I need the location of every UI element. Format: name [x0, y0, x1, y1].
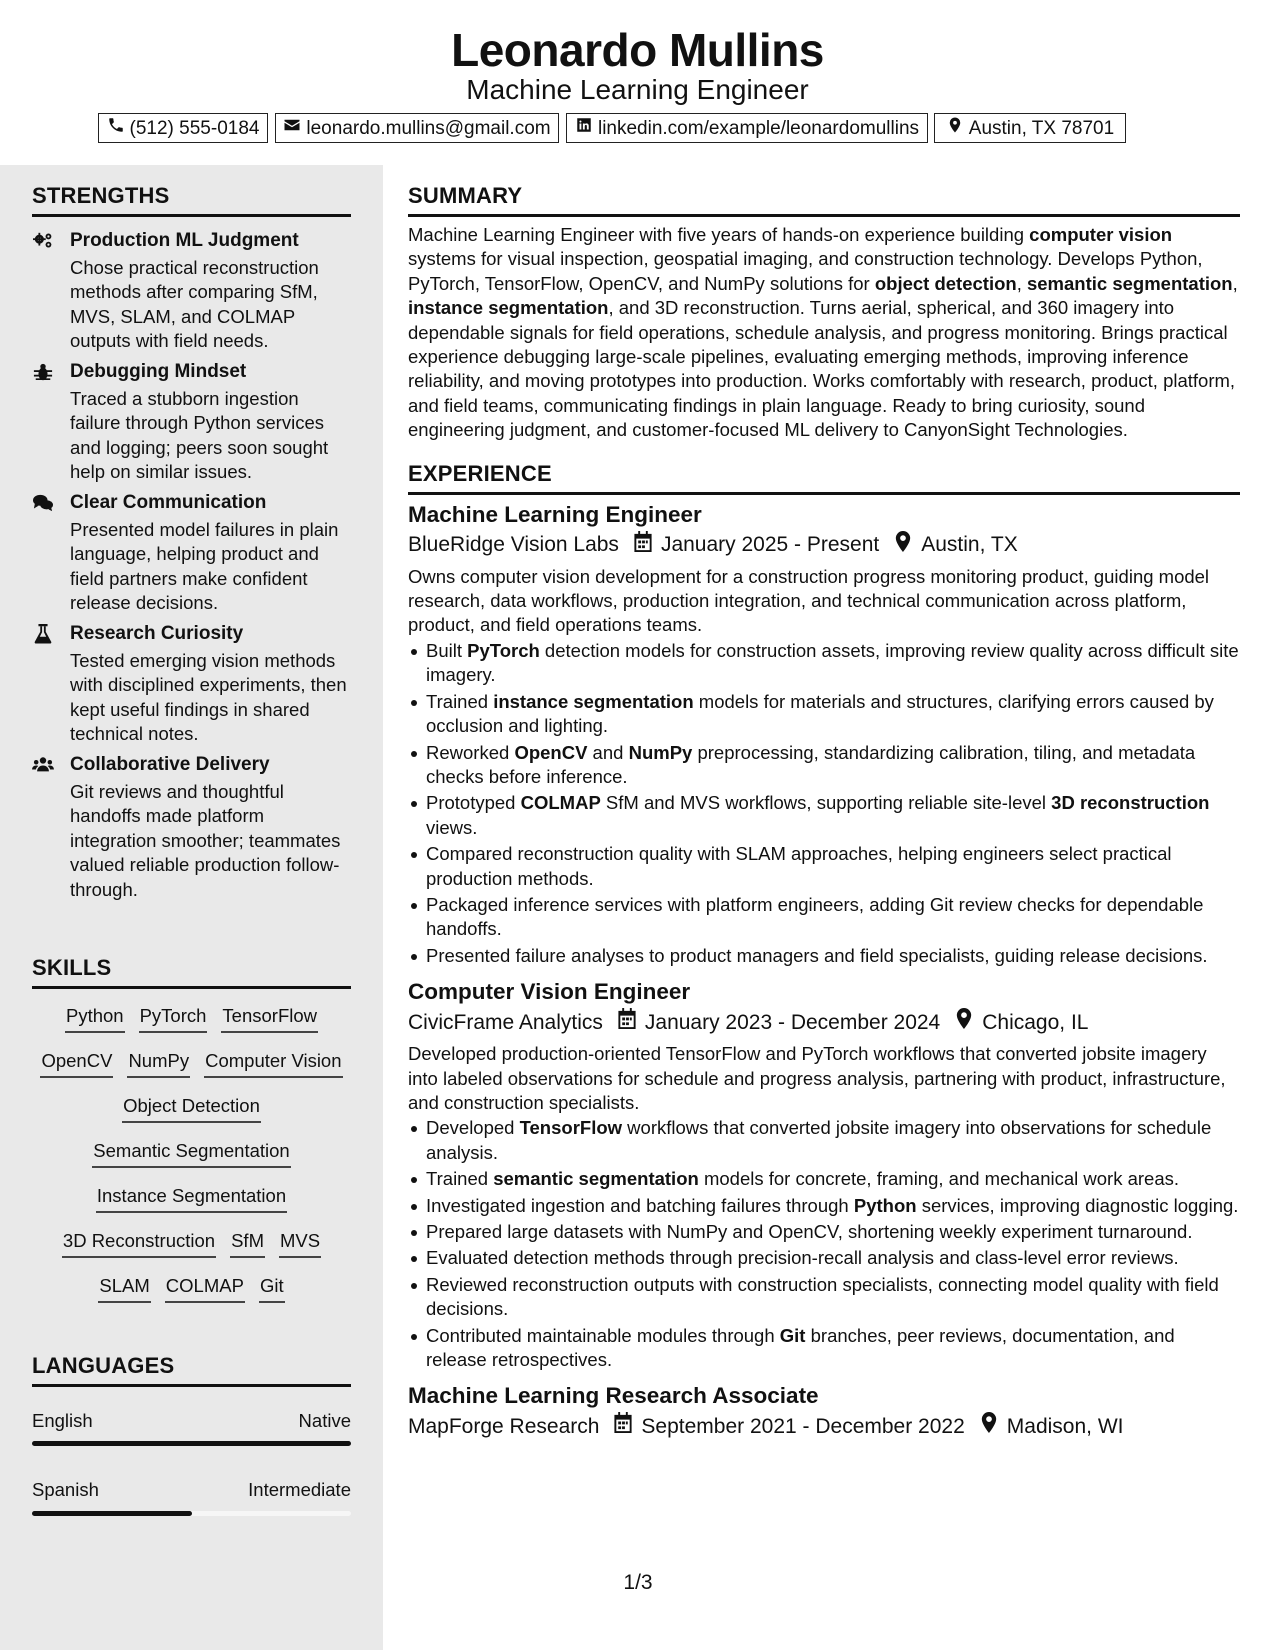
job-description: Owns computer vision development for a construction progress monitoring product, guiding model research, data workflows, production integration, and technical communication across platform, product, and field operations teams.: [408, 565, 1210, 636]
comments-icon: [32, 493, 56, 515]
strength-item: [32, 753, 352, 900]
contact-linkedin-text: linkedin.com/example/leonardomullins: [597, 117, 920, 139]
skill-tag: MVS: [279, 1229, 321, 1258]
skills-row: [32, 1184, 351, 1214]
language-level: Native: [298, 1410, 351, 1431]
job-bullet: Packaged inference services with platform engineers, adding Git review checks for dependable handoffs.: [426, 893, 1240, 942]
contact-linkedin[interactable]: [566, 113, 928, 143]
strength-title: Clear Communication: [70, 492, 267, 513]
phone-icon: [107, 115, 125, 142]
gears-icon: [32, 231, 56, 253]
language-name: English: [32, 1410, 93, 1431]
skills-row: [32, 1139, 351, 1169]
language-level: Intermediate: [248, 1479, 351, 1500]
job-bullet: Reviewed reconstruction outputs with construction specialists, connecting model quality with field decisions.: [426, 1273, 1240, 1322]
languages-heading: LANGUAGES: [32, 1352, 351, 1387]
skill-tag: PyTorch: [139, 1004, 208, 1033]
company-name: MapForge Research: [408, 1414, 600, 1438]
contact-phone[interactable]: [98, 113, 268, 143]
job-bullets: [408, 1116, 1240, 1372]
company-name: BlueRidge Vision Labs: [408, 533, 619, 557]
job-dates: September 2021 - December 2022: [641, 1414, 965, 1438]
job-bullet: Reworked OpenCV and NumPy preprocessing, standardizing calibration, tiling, and metadata checks before inference.: [426, 741, 1240, 790]
map-pin-icon: [879, 531, 921, 560]
skill-tag: SLAM: [98, 1274, 150, 1303]
map-pin-icon: [940, 1008, 982, 1037]
strength-title: Debugging Mindset: [70, 361, 247, 382]
job-bullet: Investigated ingestion and batching failures through Python services, improving diagnostic logging.: [426, 1194, 1240, 1218]
skill-tag: SfM: [230, 1229, 265, 1258]
skill-tag: NumPy: [127, 1049, 190, 1078]
skill-tag: 3D Reconstruction: [62, 1229, 216, 1258]
calendar-icon: [619, 531, 661, 560]
skill-tag: Git: [259, 1274, 285, 1303]
users-icon: [32, 755, 56, 777]
skill-tag: TensorFlow: [221, 1004, 318, 1033]
job-title: Machine Learning Research Associate: [408, 1383, 819, 1409]
strength-item: [32, 229, 352, 352]
experience-heading: EXPERIENCE: [408, 460, 1240, 495]
job-bullet: Presented failure analyses to product managers and field specialists, guiding release decisions.: [426, 944, 1240, 968]
skill-tag: Object Detection: [122, 1094, 261, 1123]
language-proficiency-bar: [32, 1441, 351, 1446]
calendar-icon: [599, 1412, 641, 1441]
job-dates: January 2023 - December 2024: [644, 1010, 941, 1034]
job-bullet: Trained instance segmentation models for materials and structures, clarifying errors caused by occlusion and lighting.: [426, 690, 1240, 739]
skills-row: [32, 1094, 351, 1124]
job-dates: January 2025 - Present: [660, 533, 880, 557]
job-bullet: Prepared large datasets with NumPy and OpenCV, shortening weekly experiment turnaround.: [426, 1220, 1240, 1244]
summary-heading: SUMMARY: [408, 182, 1240, 217]
skills-row: [32, 1049, 351, 1079]
strength-title: Collaborative Delivery: [70, 754, 270, 775]
strength-title: Research Curiosity: [70, 623, 244, 644]
strength-description: Tested emerging vision methods with disciplined experiments, then kept useful findings in shared technical notes.: [70, 650, 347, 745]
company-name: CivicFrame Analytics: [408, 1010, 603, 1034]
job-meta: [408, 531, 1240, 560]
language-proficiency-bar: [32, 1511, 351, 1516]
main-content: [408, 182, 1240, 1441]
skill-tag: Instance Segmentation: [96, 1184, 287, 1213]
bug-icon: [32, 362, 56, 384]
job-entry: [408, 978, 1240, 1372]
language-proficiency-fill: [32, 1511, 192, 1516]
job-bullet: Contributed maintainable modules through Git branches, peer reviews, documentation, and release retrospectives.: [426, 1324, 1240, 1373]
job-bullet: Trained semantic segmentation models for concrete, framing, and mechanical work areas.: [426, 1167, 1240, 1191]
job-location: Austin, TX: [921, 533, 1018, 557]
skill-tag: COLMAP: [165, 1274, 245, 1303]
job-title: Computer Vision Engineer: [408, 979, 691, 1005]
strength-description: Presented model failures in plain language, helping product and field partners make confident release decisions.: [70, 519, 339, 614]
job-location: Madison, WI: [1006, 1414, 1124, 1438]
strength-title: Production ML Judgment: [70, 230, 299, 251]
calendar-icon: [603, 1008, 645, 1037]
candidate-name: Leonardo Mullins: [451, 24, 824, 76]
skill-tag: Python: [65, 1004, 125, 1033]
strength-item: [32, 360, 352, 483]
language-name: Spanish: [32, 1479, 99, 1500]
skills-row: [32, 1274, 351, 1304]
flask-icon: [32, 624, 56, 646]
job-bullet: Built PyTorch detection models for construction assets, improving review quality across difficult site imagery.: [426, 639, 1240, 688]
job-bullet: Compared reconstruction quality with SLAM approaches, helping engineers select practical production methods.: [426, 842, 1240, 891]
summary-text: Machine Learning Engineer with five years of hands-on experience building computer vision systems for visual inspection, geospatial imaging, and construction technology. Develops Python, PyTorch, TensorFlow, OpenCV, and NumPy solutions for object detection, semantic segmentation, instance segmentation, and 3D reconstruction. Turns aerial, spherical, and 360 imagery into dependable signals for field operations, schedule analysis, and progress monitoring. Brings practical experience debugging large-scale pipelines, evaluating emerging methods, improving inference reliability, and moving prototypes into production. Works comfortably with research, product, platform, and field teams, communicating findings in plain language. Ready to bring curiosity, sound engineering judgment, and customer-focused ML delivery to CanyonSight Technologies.: [408, 224, 1238, 441]
job-bullet: Prototyped COLMAP SfM and MVS workflows, supporting reliable site-level 3D reconstruction views.: [426, 791, 1240, 840]
strengths-heading: STRENGTHS: [32, 182, 351, 217]
job-bullet: Evaluated detection methods through precision-recall analysis and class-level error reviews.: [426, 1246, 1240, 1270]
strength-item: [32, 622, 352, 745]
job-bullet: Developed TensorFlow workflows that converted jobsite imagery into observations for schedule analysis.: [426, 1116, 1240, 1165]
resume-header: [0, 0, 1275, 165]
job-meta: [408, 1008, 1240, 1037]
contact-location: [934, 113, 1126, 143]
linkedin-icon: [575, 115, 593, 142]
strength-item: [32, 491, 352, 614]
job-entry: [408, 1382, 1240, 1441]
page-number: 1/3: [623, 1571, 653, 1594]
contact-location-text: Austin, TX 78701: [968, 117, 1115, 139]
job-title: Machine Learning Engineer: [408, 501, 702, 527]
skills-heading: SKILLS: [32, 954, 351, 989]
contact-bar: [98, 113, 1174, 145]
strength-description: Chose practical reconstruction methods after comparing SfM, MVS, SLAM, and COLMAP outputs with field needs.: [70, 257, 319, 352]
strength-description: Git reviews and thoughtful handoffs made platform integration smoother; teammates valued reliable production follow-through.: [70, 781, 341, 900]
job-location: Chicago, IL: [982, 1010, 1089, 1034]
job-meta: [408, 1412, 1240, 1441]
language-proficiency-fill: [32, 1441, 351, 1446]
map-pin-icon: [946, 115, 964, 142]
job-entry: [408, 501, 1240, 969]
skills-row: [32, 1229, 351, 1259]
skills-row: [32, 1004, 351, 1034]
contact-email-text: leonardo.mullins@gmail.com: [306, 117, 551, 139]
contact-phone-text: (512) 555-0184: [129, 117, 260, 139]
strength-description: Traced a stubborn ingestion failure through Python services and logging; peers soon sought help on similar issues.: [70, 388, 329, 483]
job-bullets: [408, 639, 1240, 968]
envelope-icon: [283, 115, 301, 142]
candidate-title: Machine Learning Engineer: [466, 74, 809, 105]
skill-tag: Semantic Segmentation: [92, 1139, 290, 1168]
skill-tag: Computer Vision: [204, 1049, 342, 1078]
map-pin-icon: [965, 1412, 1007, 1441]
skill-tag: OpenCV: [40, 1049, 113, 1078]
job-description: Developed production-oriented TensorFlow and PyTorch workflows that converted jobsite imagery into labeled observations for schedule and progress analysis, partnering with product, infrastructure, and construction specialists.: [408, 1043, 1226, 1113]
contact-email[interactable]: [275, 113, 559, 143]
